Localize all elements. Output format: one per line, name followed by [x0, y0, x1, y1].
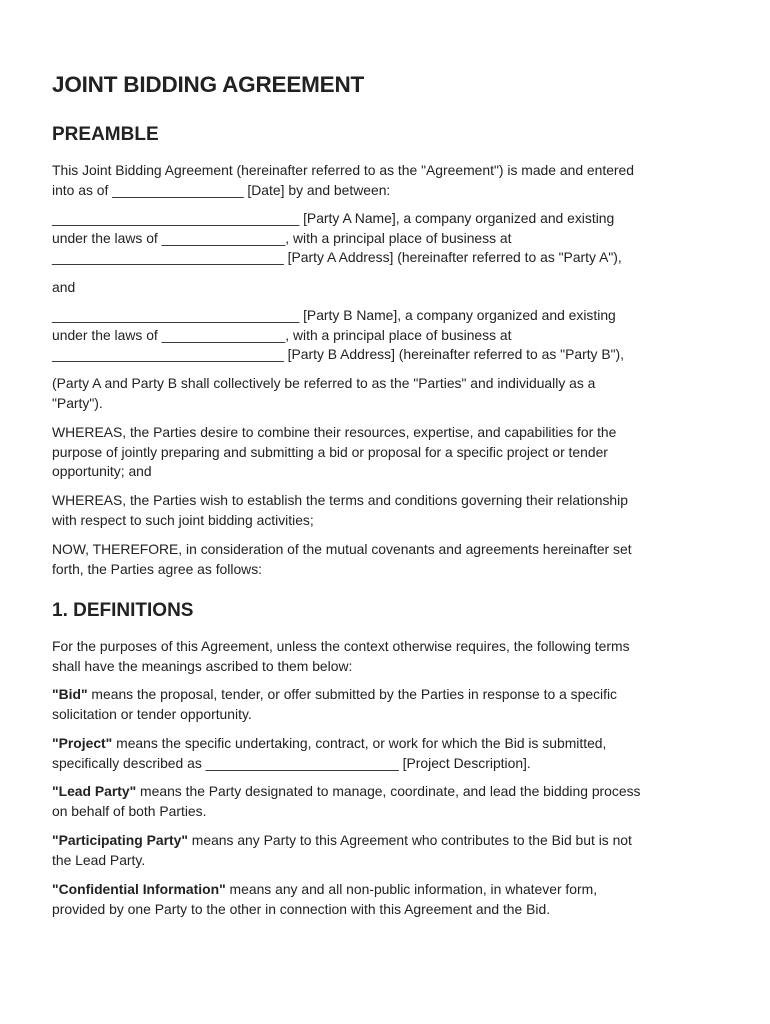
definition-term: "Participating Party"	[52, 832, 188, 848]
definitions-intro	[52, 637, 718, 676]
whereas-clause-1	[52, 423, 718, 482]
definition-participating-party	[52, 831, 718, 870]
parties-clause	[52, 374, 718, 413]
text-line: purpose of jointly preparing and submitting a bid or proposal for a specific project or tender	[52, 443, 608, 460]
text-line: the Lead Party.	[52, 851, 146, 868]
definition-text: means the Party designated to manage, coordinate, and lead the bidding process	[136, 783, 641, 799]
definition-text: means any and all non-public information, in whatever form,	[225, 881, 598, 897]
definition-bid	[52, 685, 718, 724]
preamble-heading: PREAMBLE	[52, 124, 159, 145]
definitions-heading: 1. DEFINITIONS	[52, 600, 194, 621]
text-line: solicitation or tender opportunity.	[52, 705, 252, 722]
party-b-clause	[52, 306, 718, 365]
text-line: specifically described as _________________________ [Project Description].	[52, 754, 531, 771]
definition-term: "Bid"	[52, 686, 88, 702]
definition-text: means any Party to this Agreement who contributes to the Bid but is not	[187, 832, 632, 848]
definition-project	[52, 734, 718, 773]
party-a-clause	[52, 209, 718, 268]
text-line: provided by one Party to the other in connection with this Agreement and the Bid.	[52, 900, 551, 917]
text-line: under the laws of ________________, with a principal place of business at	[52, 326, 512, 343]
definition-term: "Project"	[52, 735, 113, 751]
preamble-intro	[52, 161, 718, 200]
definition-text: means the proposal, tender, or offer submitted by the Parties in response to a specific	[87, 686, 617, 702]
text-line: into as of _________________ [Date] by and between:	[52, 181, 391, 198]
text-line: ________________________________ [Party B Name], a company organized and existing	[52, 307, 616, 323]
text-line: ______________________________ [Party B Address] (hereinafter referred to as "Party B"),	[52, 346, 625, 362]
definition-confidential-information	[52, 880, 718, 919]
text-line: (Party A and Party B shall collectively be referred to as the "Parties" and individually as a	[52, 375, 596, 391]
whereas-clause-2	[52, 491, 718, 530]
text-line: opportunity; and	[52, 463, 152, 479]
text-line: shall have the meanings ascribed to them below:	[52, 657, 353, 674]
text-line: This Joint Bidding Agreement (hereinafter referred to as the "Agreement") is made and entered	[52, 162, 635, 178]
text-line: ________________________________ [Party A Name], a company organized and existing	[52, 210, 615, 226]
text-line: ______________________________ [Party A Address] (hereinafter referred to as "Party A"),	[52, 249, 622, 265]
definition-lead-party	[52, 782, 718, 821]
definition-text: means the specific undertaking, contract, or work for which the Bid is submitted,	[112, 735, 607, 751]
text-line: under the laws of ________________, with a principal place of business at	[52, 229, 512, 246]
text-line: WHEREAS, the Parties wish to establish the terms and conditions governing their relationship	[52, 492, 628, 508]
text-line: on behalf of both Parties.	[52, 802, 207, 819]
text-line: "Party").	[52, 394, 103, 411]
definition-term: "Confidential Information"	[52, 881, 226, 897]
document-title: JOINT BIDDING AGREEMENT	[52, 72, 365, 97]
text-line: NOW, THEREFORE, in consideration of the mutual covenants and agreements hereinafter set	[52, 541, 632, 557]
and-connector	[52, 278, 718, 298]
now-therefore-clause	[52, 540, 718, 579]
definition-term: "Lead Party"	[52, 783, 137, 799]
text-line: For the purposes of this Agreement, unless the context otherwise requires, the following terms	[52, 638, 630, 654]
text-line: with respect to such joint bidding activities;	[52, 511, 314, 528]
text-line: WHEREAS, the Parties desire to combine their resources, expertise, and capabilities for the	[52, 424, 617, 440]
text-line: and	[52, 279, 76, 295]
text-line: forth, the Parties agree as follows:	[52, 560, 263, 577]
